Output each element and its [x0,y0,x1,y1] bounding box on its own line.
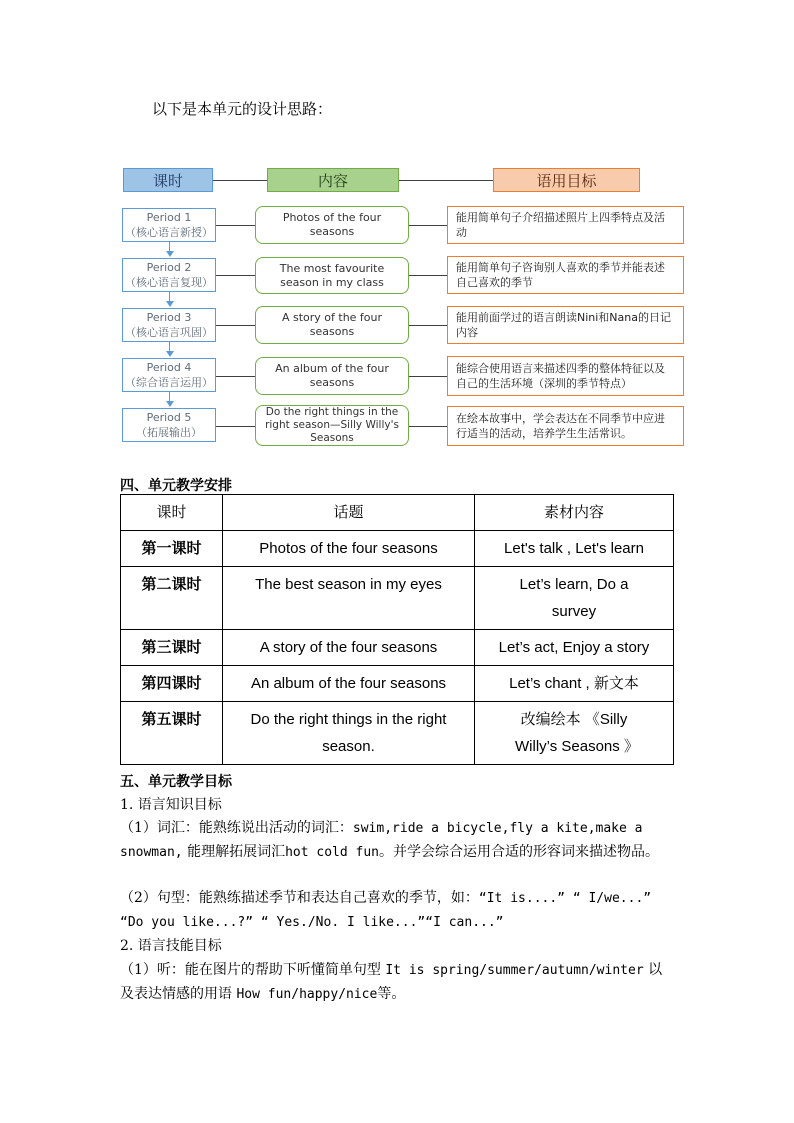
intro-text: 以下是本单元的设计思路： [152,100,333,118]
table-header: 话题 [223,495,475,531]
content-box: A story of the four seasons [255,306,409,344]
lesson-cell: 第四课时 [121,666,223,702]
material-cell: 改编绘本 《Silly Willy’s Seasons 》 [475,702,674,765]
row-connector [216,426,255,427]
arrowhead-icon [166,351,174,357]
sentence-label: （2）句型：能熟练描述季节和表达自己喜欢的季节，如： [120,890,479,906]
period-label: Period 2 [146,261,192,274]
topic-cell: Photos of the four seasons [223,531,475,567]
material-cell: Let’s learn, Do a survey [475,567,674,630]
period-subtitle: （核心语言新授） [125,226,213,239]
table-row [121,666,674,702]
row-connector [216,275,255,276]
topic-cell: Do the right things in the right season. [223,702,475,765]
listening-label: （1）听：能在图片的帮助下听懂简单句型 [120,962,381,978]
section-4-title: 四、单元教学安排 [120,478,232,494]
table-header: 素材内容 [475,495,674,531]
table-row [121,531,674,567]
vocab-end: 。并学会综合运用合适的形容词来描述物品。 [379,843,659,860]
vocabulary-paragraph [120,817,676,864]
listening-paragraph [120,959,676,1006]
schedule-table [120,494,674,765]
lesson-cell: 第五课时 [121,702,223,765]
period-subtitle: （核心语言巩固） [125,326,213,339]
listening-words-emotions: How fun/happy/nice [236,986,378,1002]
topic-cell: The best season in my eyes [223,567,475,630]
row-connector [409,325,447,326]
arrowhead-icon [166,251,174,257]
vocab-label: （1）词汇：能熟练说出活动的词汇： [120,820,353,836]
table-row [121,702,674,765]
header-connector [213,180,267,181]
topic-cell: An album of the four seasons [223,666,475,702]
vocab-rest: 能理解拓展词汇 [182,843,286,860]
period-subtitle: （核心语言复现） [125,276,213,289]
content-box: Photos of the four seasons [255,206,409,244]
row-connector [409,225,447,226]
period-subtitle: （综合语言运用） [125,376,213,389]
listening-mid: 以及表达情感的用语 [120,962,663,1002]
vocab-words: swim,ride a bicycle,fly a kite,make a snowman, [120,821,643,860]
arrowhead-icon [166,301,174,307]
period-label: Period 3 [146,311,192,324]
content-box: Do the right things in the right season—Silly Willy's Seasons [255,405,409,446]
lesson-cell: 第二课时 [121,567,223,630]
sentence-examples: “It is....” “ I/we...” “Do you like...?” “ Yes./No. I like...”“I can...” [120,891,652,930]
period-box [122,358,216,392]
objective-1-heading: 1. 语言知识目标 [120,797,222,813]
table-row [121,567,674,630]
row-connector [409,275,447,276]
goal-box: 能用简单句子介绍描述照片上四季特点及活动 [447,206,684,244]
header-periods: 课时 [123,168,213,192]
row-connector [409,426,447,427]
sentence-paragraph [120,887,676,934]
arrowhead-icon [166,401,174,407]
goal-box: 能用前面学过的语言朗读Nini和Nana的日记内容 [447,306,684,344]
objective-2-heading: 2. 语言技能目标 [120,938,222,954]
row-connector [216,376,255,377]
period-box [122,308,216,342]
period-label: Period 4 [146,361,192,374]
header-content: 内容 [267,168,399,192]
goal-box: 能综合使用语言来描述四季的整体特征以及自己的生活环境（深圳的季节特点） [447,356,684,396]
period-box [122,408,216,442]
material-cell: Let’s act, Enjoy a story [475,630,674,666]
lesson-cell: 第三课时 [121,630,223,666]
period-box [122,258,216,292]
period-label: Period 5 [146,411,192,424]
period-subtitle: （拓展输出） [136,426,202,439]
lesson-cell: 第一课时 [121,531,223,567]
listening-words: It is spring/summer/autumn/winter [385,963,644,978]
header-connector [399,180,493,181]
period-box [122,208,216,242]
header-goals: 语用目标 [493,168,640,192]
row-connector [409,376,447,377]
goal-box: 在绘本故事中，学会表达在不同季节中应进行适当的活动，培养学生生活常识。 [447,406,684,446]
vocab-words-extended: hot cold fun [285,844,379,860]
content-box: An album of the four seasons [255,357,409,395]
content-box: The most favourite season in my class [255,257,409,294]
section-5-title: 五、单元教学目标 [120,774,232,790]
row-connector [216,325,255,326]
period-label: Period 1 [146,211,192,224]
row-connector [216,225,255,226]
table-row [121,630,674,666]
table-header-row [121,495,674,531]
goal-box: 能用简单句子咨询别人喜欢的季节并能表述自己喜欢的季节 [447,256,684,294]
material-cell: Let’s chant , 新文本 [475,666,674,702]
table-header: 课时 [121,495,223,531]
listening-end: 等。 [377,985,406,1002]
topic-cell: A story of the four seasons [223,630,475,666]
material-cell: Let's talk , Let's learn [475,531,674,567]
